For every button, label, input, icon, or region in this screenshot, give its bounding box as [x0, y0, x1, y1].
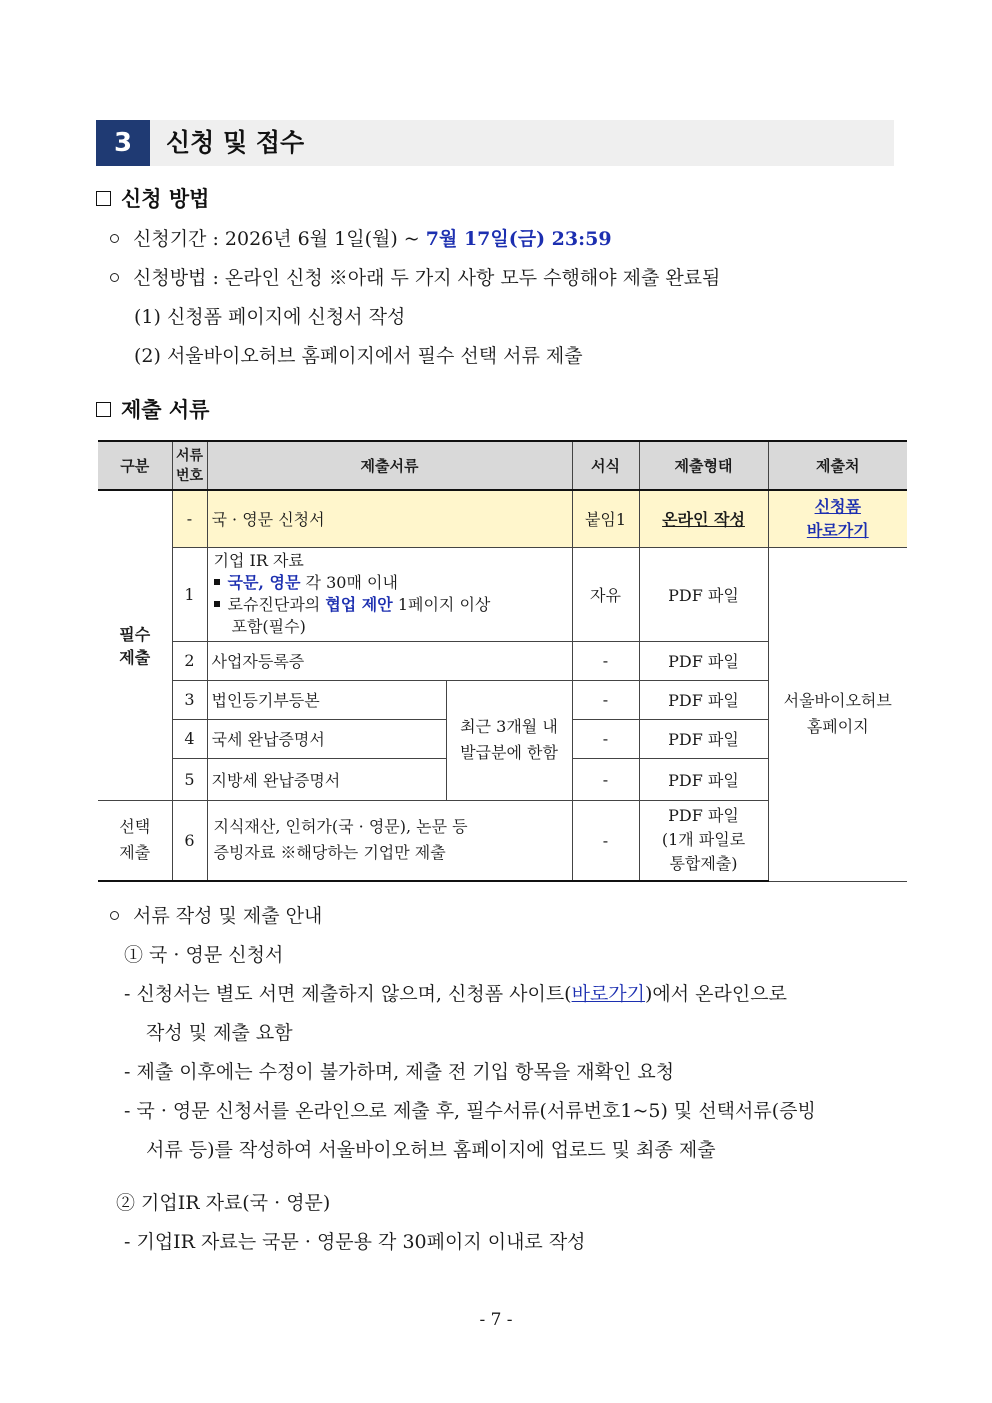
circle-bullet-icon — [110, 234, 119, 243]
apply-method-heading: 신청 방법 — [96, 183, 209, 213]
row4-type: PDF 파일 — [639, 719, 768, 758]
square-bullet-icon — [214, 601, 220, 607]
row1-num: 1 — [172, 547, 207, 641]
row2-doc: 사업자등록증 — [207, 641, 572, 680]
row1-type: PDF 파일 — [639, 547, 768, 641]
documents-heading: 제출 서류 — [96, 394, 209, 424]
apply-method-line: 신청방법 : 온라인 신청 ※아래 두 가지 사항 모두 수행해야 제출 완료됨 — [110, 263, 720, 290]
guide-item1-line3-cont: 서류 등)를 작성하여 서울바이오허브 홈페이지에 업로드 및 최종 제출 — [146, 1139, 716, 1161]
header-type: 제출형태 — [639, 441, 768, 490]
circle-bullet-icon — [110, 911, 119, 920]
row6-form: - — [572, 800, 639, 881]
row1-form: 자유 — [572, 547, 639, 641]
guide-heading: 서류 작성 및 제출 안내 — [110, 901, 322, 928]
table-header-row — [98, 441, 907, 490]
header-form: 서식 — [572, 441, 639, 490]
section-header — [96, 120, 894, 166]
apply-period: 신청기간 : 2026년 6월 1일(월) ~ 7월 17일(금) 23:59 — [110, 224, 612, 251]
header-category: 구분 — [98, 441, 172, 490]
table-row — [98, 490, 907, 547]
row2-num: 2 — [172, 641, 207, 680]
guide-item1-title: ① 국 · 영문 신청서 — [124, 944, 284, 966]
shortcut-link[interactable]: 바로가기 — [571, 983, 646, 1005]
documents-table — [98, 440, 907, 882]
row6-doc: 지식재산, 인허가(국 · 영문), 논문 등 증빙자료 ※해당하는 기업만 제출 — [207, 800, 572, 881]
apply-period-end: 7월 17일(금) 23:59 — [425, 228, 612, 250]
row0-type: 온라인 작성 — [639, 490, 768, 547]
row4-form: - — [572, 719, 639, 758]
row1-doc: 기업 IR 자료 국문, 영문 각 30매 이내 로슈진단과의 협업 제안 1페이지 이상 포함(필수) — [207, 547, 572, 641]
checkbox-square-icon — [96, 402, 111, 417]
row3-doc: 법인등기부등본 — [207, 680, 446, 719]
row5-doc: 지방세 완납증명서 — [207, 758, 446, 800]
guide-item2-line1: - 기업IR 자료는 국문 · 영문용 각 30페이지 이내로 작성 — [124, 1231, 586, 1253]
guide-item1-line1: - 신청서는 별도 서면 제출하지 않으며, 신청폼 사이트(바로가기)에서 온라인으로 — [124, 983, 787, 1005]
required-category: 필수 제출 — [98, 490, 172, 800]
row4-doc: 국세 완납증명서 — [207, 719, 446, 758]
row3-num: 3 — [172, 680, 207, 719]
recent-issue-note: 최근 3개월 내 발급분에 한함 — [446, 680, 572, 800]
header-document: 제출서류 — [207, 441, 572, 490]
application-form-link[interactable]: 신청폼 바로가기 — [768, 490, 907, 547]
row0-num: - — [172, 490, 207, 547]
row3-type: PDF 파일 — [639, 680, 768, 719]
row0-form: 붙임1 — [572, 490, 639, 547]
apply-step-2: (2) 서울바이오허브 홈페이지에서 필수 선택 서류 제출 — [134, 345, 583, 367]
row6-num: 6 — [172, 800, 207, 881]
row2-type: PDF 파일 — [639, 641, 768, 680]
header-destination: 제출처 — [768, 441, 907, 490]
header-doc-number: 서류 번호 — [172, 441, 207, 490]
square-bullet-icon — [214, 579, 220, 585]
section-number: 3 — [96, 120, 150, 166]
circle-bullet-icon — [110, 273, 119, 282]
row5-type: PDF 파일 — [639, 758, 768, 800]
guide-item1-line3: - 국 · 영문 신청서를 온라인으로 제출 후, 필수서류(서류번호1~5) 및 선택서류(증빙 — [124, 1100, 816, 1122]
guide-item1-line2: - 제출 이후에는 수정이 불가하며, 제출 전 기입 항목을 재확인 요청 — [124, 1061, 675, 1083]
optional-category: 선택 제출 — [98, 800, 172, 881]
row2-form: - — [572, 641, 639, 680]
table-row — [98, 547, 907, 641]
checkbox-square-icon — [96, 191, 111, 206]
row0-doc: 국 · 영문 신청서 — [207, 490, 572, 547]
guide-item1-line1-cont: 작성 및 제출 요함 — [146, 1022, 293, 1044]
row5-num: 5 — [172, 758, 207, 800]
apply-step-1: (1) 신청폼 페이지에 신청서 작성 — [134, 306, 406, 328]
row6-type: PDF 파일 (1개 파일로 통합제출) — [639, 800, 768, 881]
section-title: 신청 및 접수 — [166, 128, 305, 157]
row4-num: 4 — [172, 719, 207, 758]
destination-main: 서울바이오허브 홈페이지 — [768, 547, 907, 881]
page-number: - 7 - — [479, 1310, 513, 1330]
row3-form: - — [572, 680, 639, 719]
row5-form: - — [572, 758, 639, 800]
guide-item2-title: ② 기업IR 자료(국 · 영문) — [116, 1192, 331, 1214]
